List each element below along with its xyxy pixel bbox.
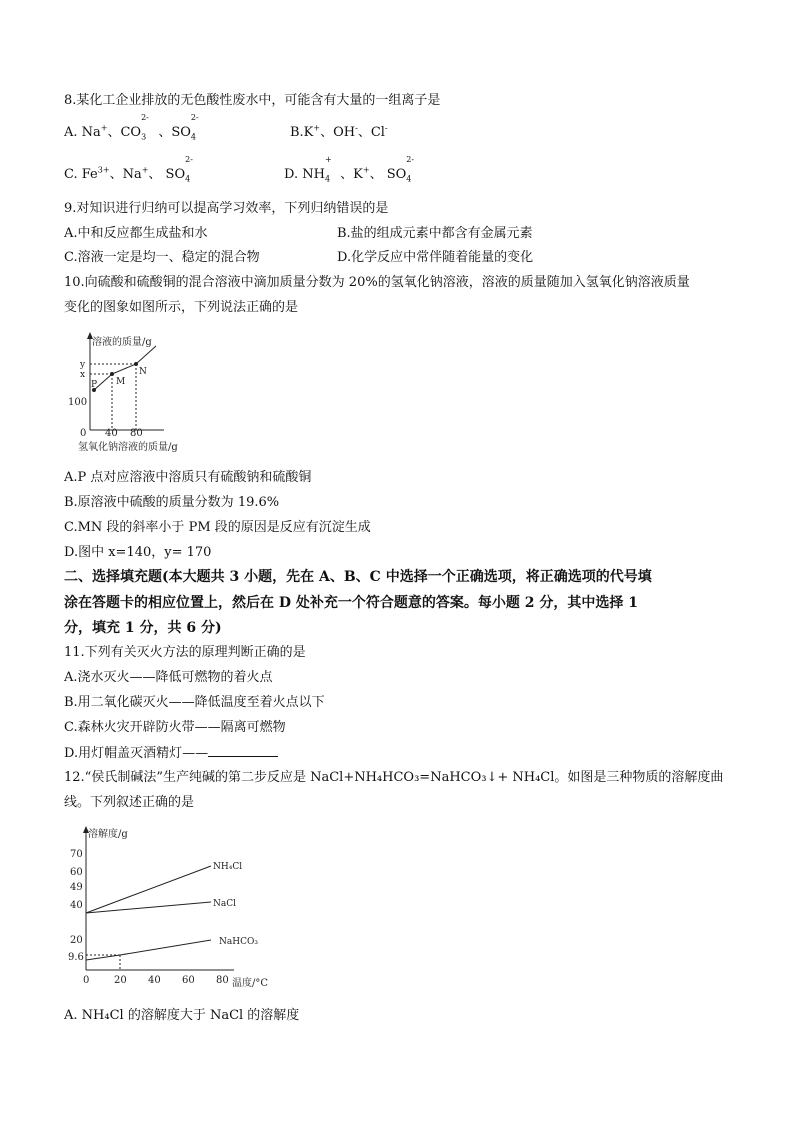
- q10-label-p: P: [91, 380, 98, 390]
- q12-ytick-40: 40: [70, 900, 83, 911]
- q10-ytick-x: x: [80, 370, 86, 380]
- q12-option-a: A. NH₄Cl 的溶解度大于 NaCl 的溶解度: [64, 1008, 300, 1023]
- q10-xtick-40: 40: [105, 428, 118, 439]
- q12-nacl-line: [86, 902, 211, 913]
- q10-option-b: B.原溶液中硫酸的质量分数为 19.6%: [64, 495, 280, 510]
- q12-chart: [64, 822, 284, 994]
- q10-label-n: N: [139, 367, 147, 377]
- q11-stem: 11.下列有关灭火方法的原理判断正确的是: [64, 645, 306, 660]
- q12-series-nahco3: NaHCO₃: [219, 937, 258, 947]
- q12-xtick-80: 80: [216, 975, 229, 986]
- q10-xtick-80: 80: [130, 428, 143, 439]
- q12-xtick-20: 20: [114, 975, 127, 986]
- q10-chart: [64, 330, 234, 460]
- q10-option-c: C.MN 段的斜率小于 PM 段的原因是反应有沉淀生成: [64, 520, 371, 535]
- q12-stem-line1: 12.“侯氏制碱法”生产纯碱的第二步反应是 NaCl+NH₄HCO₃=NaHCO₃↓+ NH₄Cl。如图是三种物质的溶解度曲: [64, 770, 724, 785]
- q11-answer-blank: [208, 744, 278, 757]
- q11-option-c: C.森林火灾开辟防火带——隔离可燃物: [64, 720, 286, 735]
- q8-stem: 8.某化工企业排放的无色酸性废水中，可能含有大量的一组离子是: [64, 93, 441, 108]
- q12-x-label: 温度/°C: [232, 978, 269, 989]
- q12-series-nacl: NaCl: [213, 899, 237, 909]
- q12-xtick-60: 60: [182, 975, 195, 986]
- q10-option-d: D.图中 x=140，y= 170: [64, 545, 212, 560]
- q9-option-a: A.中和反应都生成盐和水: [64, 226, 208, 241]
- q12-ytick-20: 20: [70, 935, 83, 946]
- q12-ytick-49: 49: [70, 882, 83, 893]
- q12-stem-line2: 线。下列叙述正确的是: [64, 795, 195, 810]
- q12-ytick-60: 60: [70, 867, 83, 878]
- q11-option-d: D.用灯帽盖灭酒精灯——: [64, 744, 278, 763]
- q10-stem-line1: 10.向硫酸和硫酸铜的混合溶液中滴加质量分数为 20%的氢氧化钠溶液，溶液的质量随加入氢氧化钠溶液质量: [64, 275, 690, 290]
- q8-option-b: B.K+、OH-、Cl-: [290, 123, 388, 140]
- q10-label-m: M: [116, 377, 126, 387]
- q10-ytick-100: 100: [68, 397, 88, 408]
- q12-nahco3-line: [86, 940, 211, 960]
- q10-option-a: A.P 点对应溶液中溶质只有硫酸钠和硫酸铜: [64, 470, 312, 485]
- q12-y-label: 溶解度/g: [88, 829, 128, 840]
- q10-xtick-0: 0: [80, 428, 87, 439]
- q11-option-a: A.浇水灭火——降低可燃物的着火点: [64, 670, 273, 685]
- q12-series-nh4cl: NH₄Cl: [213, 862, 243, 872]
- q12-xtick-0: 0: [83, 975, 90, 986]
- q10-x-label: 氢氧化钠溶液的质量/g: [78, 442, 178, 453]
- q10-stem-line2: 变化的图象如图所示，下列说法正确的是: [64, 300, 299, 315]
- section2-line1: 二、选择填充题(本大题共 3 小题，先在 A、B、C 中选择一个正确选项，将正确选项的代号填: [64, 569, 652, 585]
- q12-ytick-70: 70: [70, 849, 83, 860]
- q9-option-d: D.化学反应中常伴随着能量的变化: [337, 250, 534, 265]
- q12-ytick-9-6: 9.6: [68, 952, 84, 963]
- section2-line2: 涂在答题卡的相应位置上，然后在 D 处补充一个符合题意的答案。每小题 2 分，其中选择 1: [64, 595, 638, 611]
- q10-point-m: [110, 372, 114, 376]
- q12-nh4cl-line: [86, 866, 211, 913]
- q9-stem: 9.对知识进行归纳可以提高学习效率，下列归纳错误的是: [64, 201, 389, 216]
- q8-option-c: C. $Fe^{3+}$、Na+、 $SO_4$ 2-: [64, 155, 193, 184]
- q9-option-b: B.盐的组成元素中都含有金属元素: [337, 226, 533, 241]
- q10-y-label: 溶液的质量/g: [92, 337, 152, 348]
- q9-option-c: C.溶液一定是均一、稳定的混合物: [64, 250, 260, 265]
- q8-option-d: D. $NH_4$ + 、K+、 $SO_4$ 2-: [284, 155, 415, 184]
- q10-ytick-y: y: [80, 360, 86, 370]
- q11-option-b: B.用二氧化碳灭火——降低温度至着火点以下: [64, 695, 325, 710]
- section2-line3: 分，填充 1 分，共 6 分): [64, 620, 222, 636]
- q8-option-a: A. Na+、$CO_3$ 2- 、$SO_4$ 2-: [64, 113, 199, 142]
- q12-xtick-40: 40: [148, 975, 161, 986]
- q10-point-n: [134, 362, 138, 366]
